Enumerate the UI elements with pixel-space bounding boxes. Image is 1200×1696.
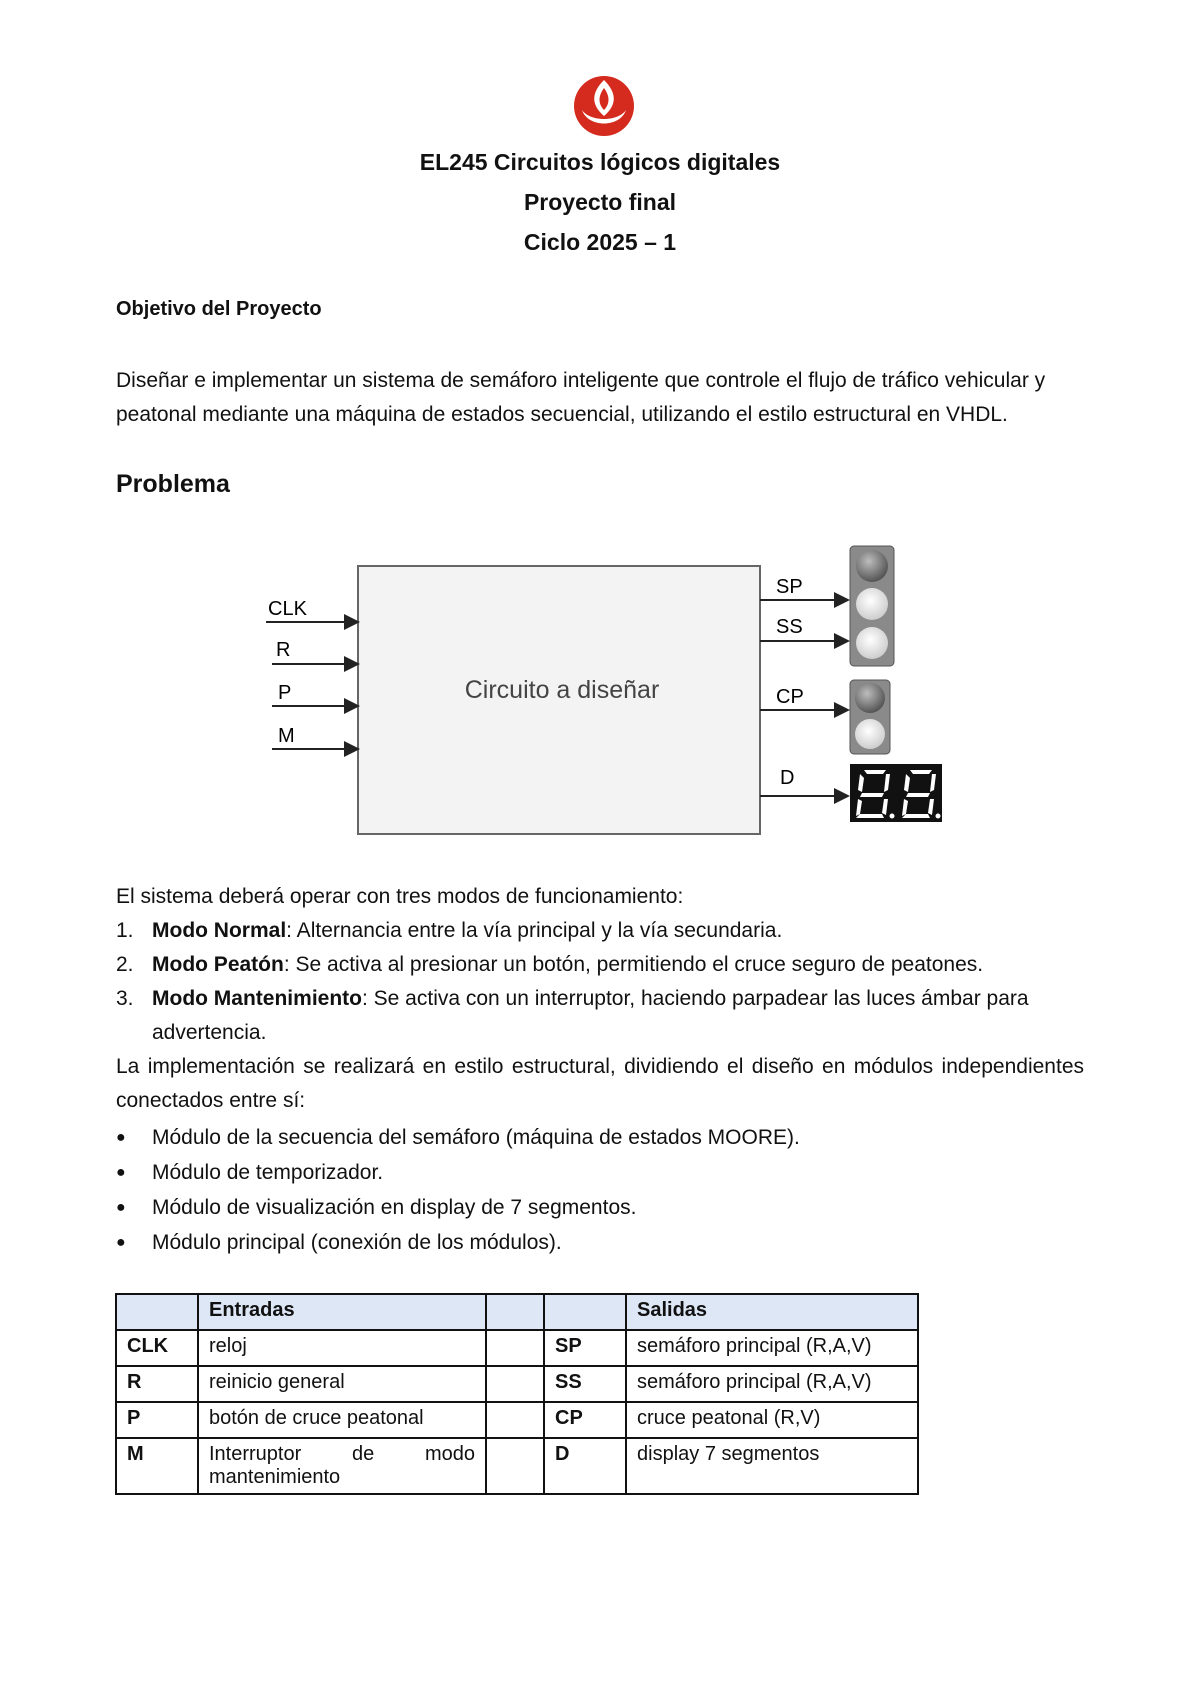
list-item [116,1225,1084,1260]
modes-list [116,914,1084,1050]
list-item [116,982,1084,1050]
university-logo [570,70,638,138]
table-row [116,1330,918,1366]
input-desc-line2: mantenimiento [209,1466,341,1488]
bullet-icon: ● [116,1234,126,1251]
mode-name: Modo Normal [152,919,287,942]
output-label-cp: CP [776,686,804,708]
input-code: R [116,1366,198,1402]
input-desc: reinicio general [198,1366,486,1402]
objective-heading: Objetivo del Proyecto [116,298,322,320]
bullet-icon: ● [116,1164,126,1181]
io-table [115,1293,919,1495]
project-title: Proyecto final [523,189,677,215]
input-label-clk: CLK [268,598,307,620]
inputs-header: Entradas [198,1294,486,1330]
block-diagram [250,540,970,840]
table-cell [486,1294,544,1330]
module-text: Módulo de visualización en display de 7 segmentos. [152,1196,637,1219]
mode-desc: : Alternancia entre la vía principal y la vía secundaria. [286,919,783,942]
input-desc [198,1438,486,1494]
input-desc-line1 [209,1443,475,1466]
circuit-block-label: Circuito a diseñar [464,676,660,704]
output-code: SS [544,1366,626,1402]
objective-text: Diseñar e implementar un sistema de semáforo inteligente que controle el flujo de tráfico vehicular y peatonal mediante una máquina de estados secuencial, utilizando el estilo estructural en VHDL. [116,369,1046,426]
input-desc: botón de cruce peatonal [198,1402,486,1438]
modules-list [116,1120,1084,1260]
list-number: 1. [116,919,134,942]
table-cell [486,1366,544,1402]
table-header-row [116,1294,918,1330]
title-block [0,142,1200,262]
output-code: D [544,1438,626,1494]
input-label-p: P [278,682,292,704]
mode-desc: : Se activa con un interruptor, haciendo parpadear las luces ámbar para advertencia. [152,987,1029,1044]
traffic-light-icon [850,546,894,666]
list-number: 2. [116,953,134,976]
input-desc: reloj [198,1330,486,1366]
pedestrian-light-icon [850,680,890,754]
output-desc: semáforo principal (R,A,V) [626,1330,918,1366]
output-desc: cruce peatonal (R,V) [626,1402,918,1438]
table-row [116,1402,918,1438]
list-item [116,1120,1084,1155]
mode-desc: : Se activa al presionar un botón, permitiendo el cruce seguro de peatones. [283,953,984,976]
bullet-icon: ● [116,1199,126,1216]
seven-segment-display-icon [850,764,942,822]
output-desc: semáforo principal (R,A,V) [626,1366,918,1402]
output-code: SP [544,1330,626,1366]
list-item [116,1155,1084,1190]
table-cell [486,1438,544,1494]
input-code: M [116,1438,198,1494]
mode-name: Modo Peatón [152,953,284,976]
course-title: EL245 Circuitos lógicos digitales [419,149,781,175]
input-label-r: R [276,639,291,661]
table-cell [544,1294,626,1330]
word: de [351,1443,375,1465]
list-number: 3. [116,987,134,1010]
list-item [116,914,1084,948]
modes-intro: El sistema deberá operar con tres modos de funcionamiento: [116,885,684,908]
word: modo [424,1443,475,1465]
output-label-d: D [780,767,795,789]
list-item [116,1190,1084,1225]
module-text: Módulo de temporizador. [152,1161,384,1184]
input-label-m: M [278,725,295,747]
list-item [116,948,1084,982]
table-cell [116,1294,198,1330]
bullet-icon: ● [116,1129,126,1146]
input-code: CLK [116,1330,198,1366]
output-code: CP [544,1402,626,1438]
module-text: Módulo principal (conexión de los módulos). [152,1231,562,1254]
table-cell [486,1402,544,1438]
mode-name: Modo Mantenimiento [152,987,362,1010]
word: Interruptor [209,1443,302,1465]
problem-heading: Problema [116,470,230,498]
cycle-title: Ciclo 2025 – 1 [523,229,677,255]
table-row [116,1438,918,1494]
module-text: Módulo de la secuencia del semáforo (máquina de estados MOORE). [152,1126,800,1149]
implementation-text: La implementación se realizará en estilo estructural, dividiendo el diseño en módulos independientes conectados entre sí: [116,1055,1084,1112]
output-desc: display 7 segmentos [626,1438,918,1494]
input-code: P [116,1402,198,1438]
outputs-header: Salidas [626,1294,918,1330]
table-row [116,1366,918,1402]
output-label-ss: SS [776,616,803,638]
output-label-sp: SP [776,576,803,598]
table-cell [486,1330,544,1366]
